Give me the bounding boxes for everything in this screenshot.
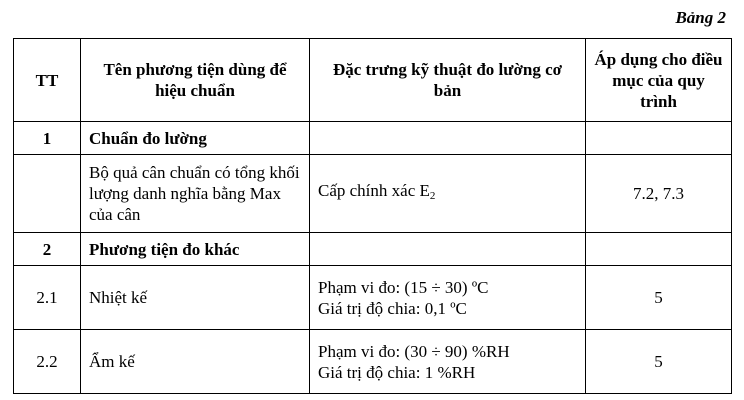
spec-text: Cấp chính xác E: [318, 181, 430, 200]
spec-range: Phạm vi đo: (30 ÷ 90) %RH: [318, 341, 510, 361]
cell-spec: [310, 122, 586, 155]
table-row-hygrometer: [14, 330, 732, 394]
cell-name: Phương tiện đo khác: [81, 233, 310, 266]
table-row-section-2: [14, 233, 732, 266]
cell-name: Chuẩn đo lường: [81, 122, 310, 155]
cell-tt: [14, 155, 81, 233]
cell-apply: 5: [586, 330, 732, 394]
spec-resolution: Giá trị độ chia: 0,1 ºC: [318, 298, 467, 318]
cell-spec: [310, 330, 586, 394]
cell-spec: [310, 155, 586, 233]
table-row-weights: [14, 155, 732, 233]
spec-range: Phạm vi đo: (15 ÷ 30) ºC: [318, 277, 489, 297]
spec-subscript: 2: [429, 190, 436, 202]
calibration-equipment-table: [13, 38, 732, 394]
cell-apply: [586, 233, 732, 266]
cell-spec: [310, 233, 586, 266]
cell-apply: 7.2, 7.3: [586, 155, 732, 233]
table-header-row: [14, 39, 732, 122]
header-apply: Áp dụng cho điều mục của quy trình: [586, 39, 732, 122]
cell-apply: 5: [586, 266, 732, 330]
header-name: Tên phương tiện dùng để hiệu chuẩn: [81, 39, 310, 122]
header-tt: TT: [14, 39, 81, 122]
spec-resolution: Giá trị độ chia: 1 %RH: [318, 362, 476, 382]
header-spec: Đặc trưng kỹ thuật đo lường cơ bản: [310, 39, 586, 122]
cell-spec: [310, 266, 586, 330]
cell-apply: [586, 122, 732, 155]
cell-name: Nhiệt kế: [81, 266, 310, 330]
cell-tt: 1: [14, 122, 81, 155]
cell-tt: 2: [14, 233, 81, 266]
table-row-section-1: [14, 122, 732, 155]
cell-tt: 2.2: [14, 330, 81, 394]
cell-name: Ẩm kế: [81, 330, 310, 394]
table-row-thermometer: [14, 266, 732, 330]
table-caption: Bảng 2: [675, 8, 726, 27]
cell-name: Bộ quả cân chuẩn có tổng khối lượng danh nghĩa bằng Max của cân: [81, 155, 310, 233]
cell-tt: 2.1: [14, 266, 81, 330]
